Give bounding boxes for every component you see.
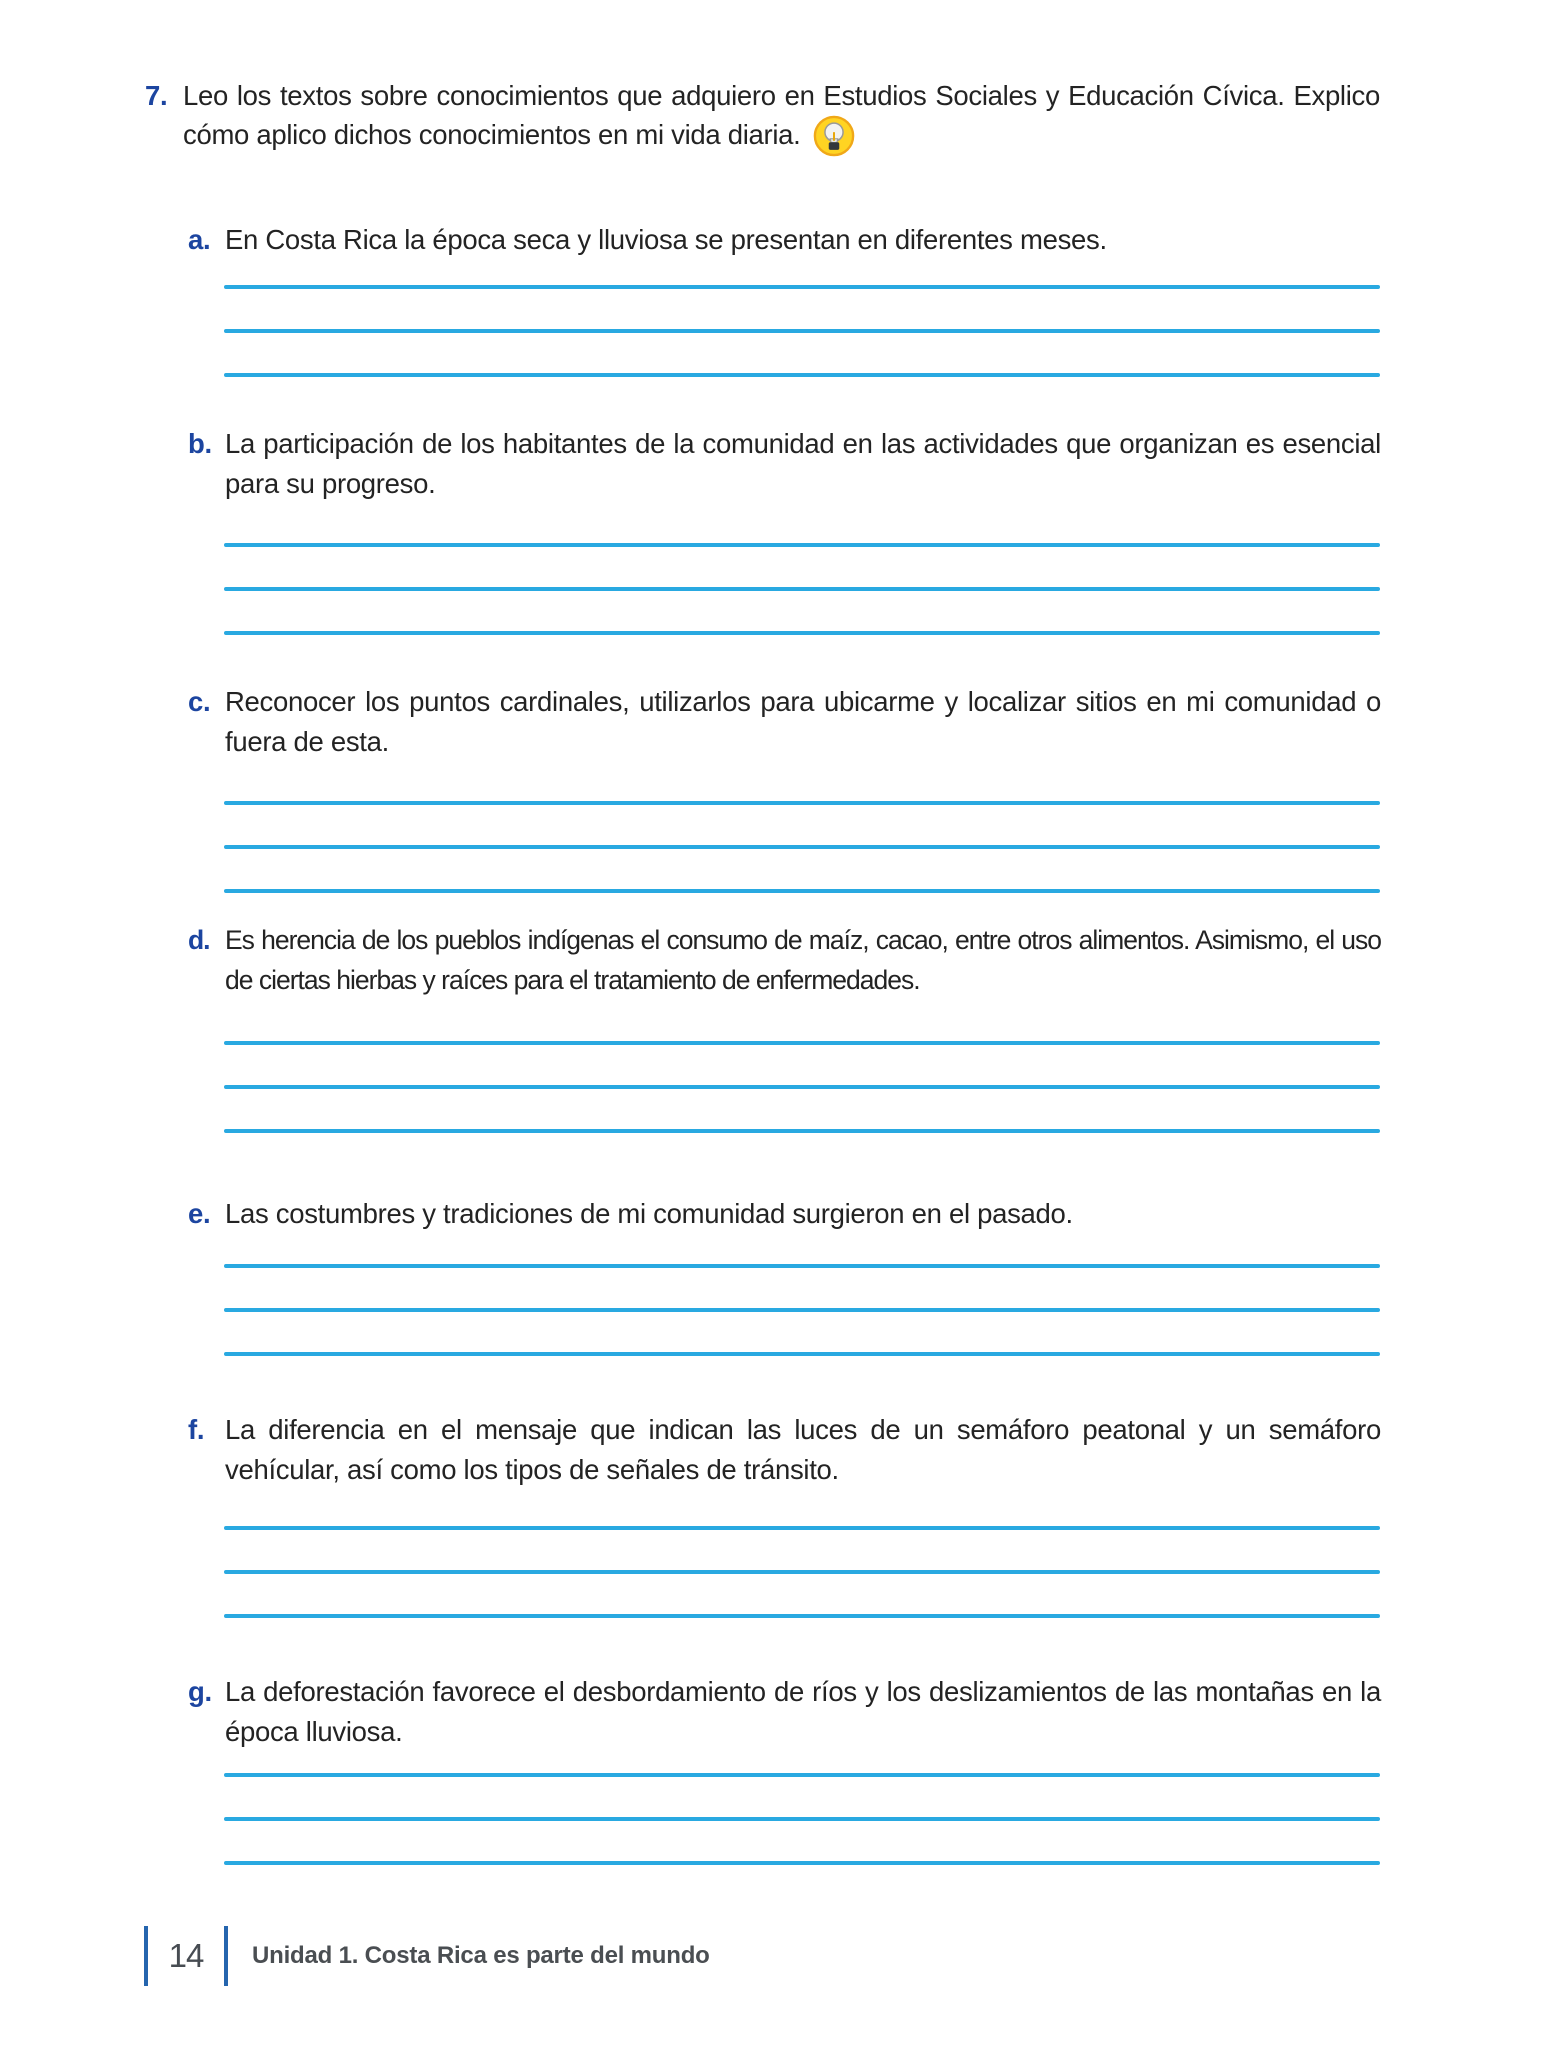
answer-line [224,1129,1380,1133]
lightbulb-icon [813,115,855,157]
item-letter: e. [188,1198,211,1229]
answer-line [224,1526,1380,1530]
answer-line [224,801,1380,805]
exercise-item-c [188,682,1381,762]
item-text: La deforestación favorece el desbordamiento de ríos y los deslizamientos de las montañas en la época lluviosa. [225,1676,1381,1747]
item-text: La diferencia en el mensaje que indican las luces de un semáforo peatonal y un semáforo vehícular, así como los tipos de señales de tránsito. [225,1414,1381,1485]
answer-line [224,1352,1380,1356]
answer-line [224,1817,1380,1821]
answer-line [224,1614,1380,1618]
answer-line [224,373,1380,377]
answer-line [224,1570,1380,1574]
answer-line [224,543,1380,547]
item-text: Reconocer los puntos cardinales, utilizarlos para ubicarme y localizar sitios en mi comunidad o fuera de esta. [225,686,1381,757]
item-letter: a. [188,224,211,255]
answer-line [224,1264,1380,1268]
item-letter: b. [188,428,212,459]
answer-line [224,631,1380,635]
answer-line [224,329,1380,333]
item-letter: f. [188,1414,205,1445]
answer-line [224,889,1380,893]
item-text: En Costa Rica la época seca y lluviosa se presentan en diferentes meses. [225,224,1107,255]
answer-lines-b [224,543,1380,675]
exercise-item-e [188,1194,1381,1234]
item-letter: d. [188,925,210,955]
answer-line [224,587,1380,591]
answer-lines-a [224,285,1380,417]
question-text: Leo los textos sobre conocimientos que adquiero en Estudios Sociales y Educación Cívica. Explico cómo aplico dichos conocimientos en mi vida diaria. [183,80,1380,150]
page-footer [144,1926,710,1986]
exercise-item-f [188,1410,1381,1490]
item-text: Las costumbres y tradiciones de mi comunidad surgieron en el pasado. [225,1198,1073,1229]
answer-lines-f [224,1526,1380,1658]
answer-line [224,1308,1380,1312]
answer-lines-g [224,1773,1380,1905]
answer-lines-d [224,1041,1380,1173]
answer-line [224,1041,1380,1045]
item-text: La participación de los habitantes de la comunidad en las actividades que organizan es esencial para su progreso. [225,428,1381,499]
exercise-item-g [188,1672,1381,1752]
item-text: Es herencia de los pueblos indígenas el consumo de maíz, cacao, entre otros alimentos. Asimismo, el uso de ciertas hierbas y raíces para el tratamiento de enfermedades. [225,925,1381,995]
answer-line [224,1085,1380,1089]
answer-line [224,285,1380,289]
item-letter: g. [188,1676,212,1707]
answer-line [224,1773,1380,1777]
answer-line [224,1861,1380,1865]
answer-lines-e [224,1264,1380,1396]
exercise-item-d [188,920,1381,1000]
question-number: 7. [145,80,168,111]
answer-line [224,845,1380,849]
answer-lines-c [224,801,1380,933]
page-number: 14 [168,1937,204,1974]
item-letter: c. [188,686,211,717]
unit-title: Unidad 1. Costa Rica es parte del mundo [252,1942,710,1969]
question-7-header [145,76,1380,157]
page-number-box [144,1926,228,1986]
exercise-item-b [188,424,1381,504]
exercise-item-a [188,220,1381,260]
